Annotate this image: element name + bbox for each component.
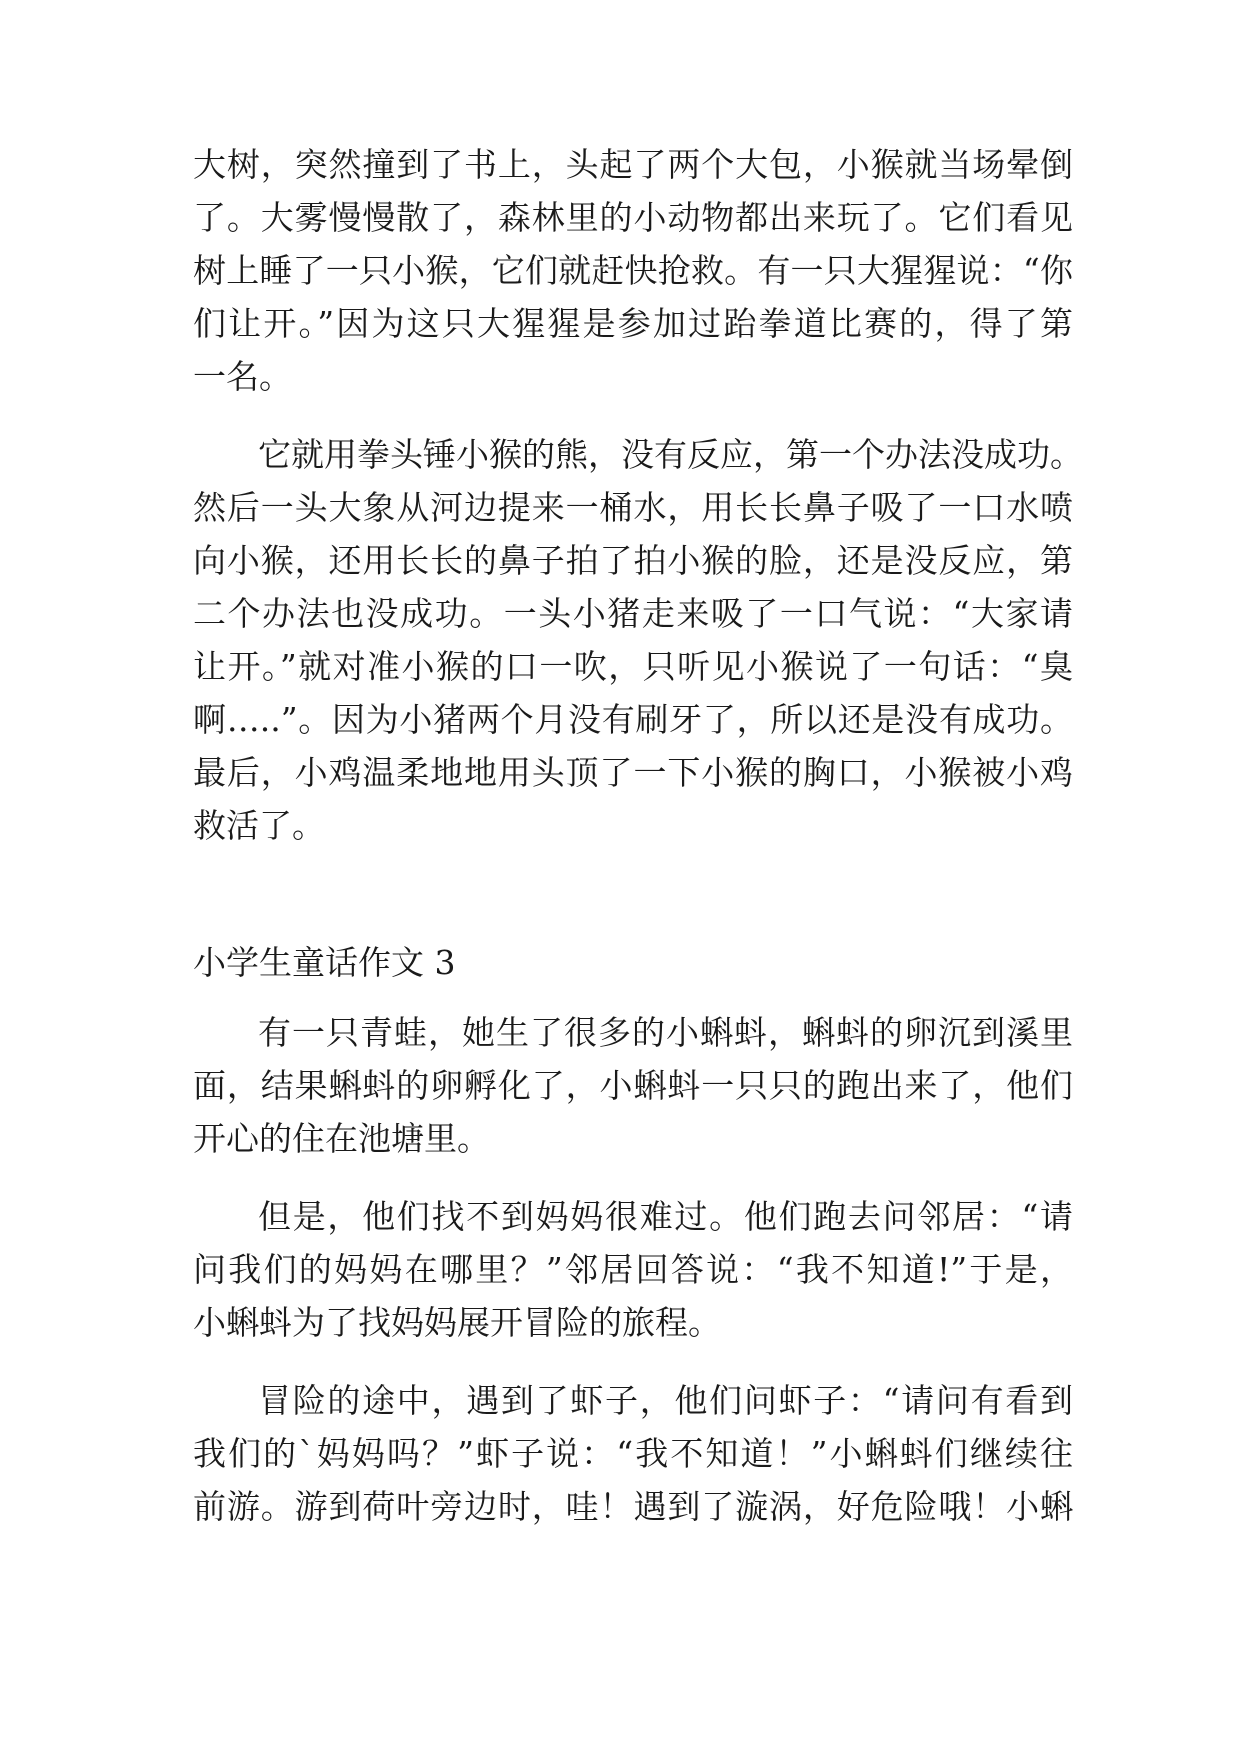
text-line: 前游。游到荷叶旁边时，哇！遇到了漩涡，好危险哦！小蝌 bbox=[193, 1487, 1073, 1526]
section-heading: 小学生童话作文 3 bbox=[193, 943, 456, 982]
text-line: 但是，他们找不到妈妈很难过。他们跑去问邻居：“请 bbox=[258, 1197, 1073, 1236]
text-line: 大树，突然撞到了书上，头起了两个大包，小猴就当场晕倒 bbox=[193, 145, 1073, 184]
text-line: 了。大雾慢慢散了，森林里的小动物都出来玩了。它们看见 bbox=[193, 198, 1073, 237]
text-line: 们让开。”因为这只大猩猩是参加过跆拳道比赛的，得了第 bbox=[193, 304, 1073, 343]
text-line: 小蝌蚪为了找妈妈展开冒险的旅程。 bbox=[193, 1303, 721, 1342]
text-line: 啊…..”。因为小猪两个月没有刷牙了，所以还是没有成功。 bbox=[193, 700, 1073, 739]
text-line: 有一只青蛙，她生了很多的小蝌蚪，蝌蚪的卵沉到溪里 bbox=[258, 1013, 1073, 1052]
text-line: 一名。 bbox=[193, 357, 292, 396]
text-line: 我们的`妈妈吗？”虾子说：“我不知道！”小蝌蚪们继续往 bbox=[193, 1434, 1073, 1473]
text-line: 让开。”就对准小猴的口一吹，只听见小猴说了一句话：“臭 bbox=[193, 647, 1073, 686]
text-line: 最后，小鸡温柔地地用头顶了一下小猴的胸口，小猴被小鸡 bbox=[193, 753, 1073, 792]
text-line: 冒险的途中，遇到了虾子，他们问虾子：“请问有看到 bbox=[258, 1381, 1073, 1420]
text-line: 树上睡了一只小猴，它们就赶快抢救。有一只大猩猩说：“你 bbox=[193, 251, 1073, 290]
text-line: 问我们的妈妈在哪里？”邻居回答说：“我不知道!”于是， bbox=[193, 1250, 1073, 1289]
text-line: 它就用拳头锤小猴的熊，没有反应，第一个办法没成功。 bbox=[258, 435, 1083, 474]
text-line: 然后一头大象从河边提来一桶水，用长长鼻子吸了一口水喷 bbox=[193, 488, 1073, 527]
text-line: 二个办法也没成功。一头小猪走来吸了一口气说：“大家请 bbox=[193, 594, 1073, 633]
text-line: 向小猴，还用长长的鼻子拍了拍小猴的脸，还是没反应，第 bbox=[193, 541, 1073, 580]
text-line: 救活了。 bbox=[193, 806, 325, 845]
text-line: 开心的住在池塘里。 bbox=[193, 1119, 490, 1158]
text-line: 面，结果蝌蚪的卵孵化了，小蝌蚪一只只的跑出来了，他们 bbox=[193, 1066, 1073, 1105]
